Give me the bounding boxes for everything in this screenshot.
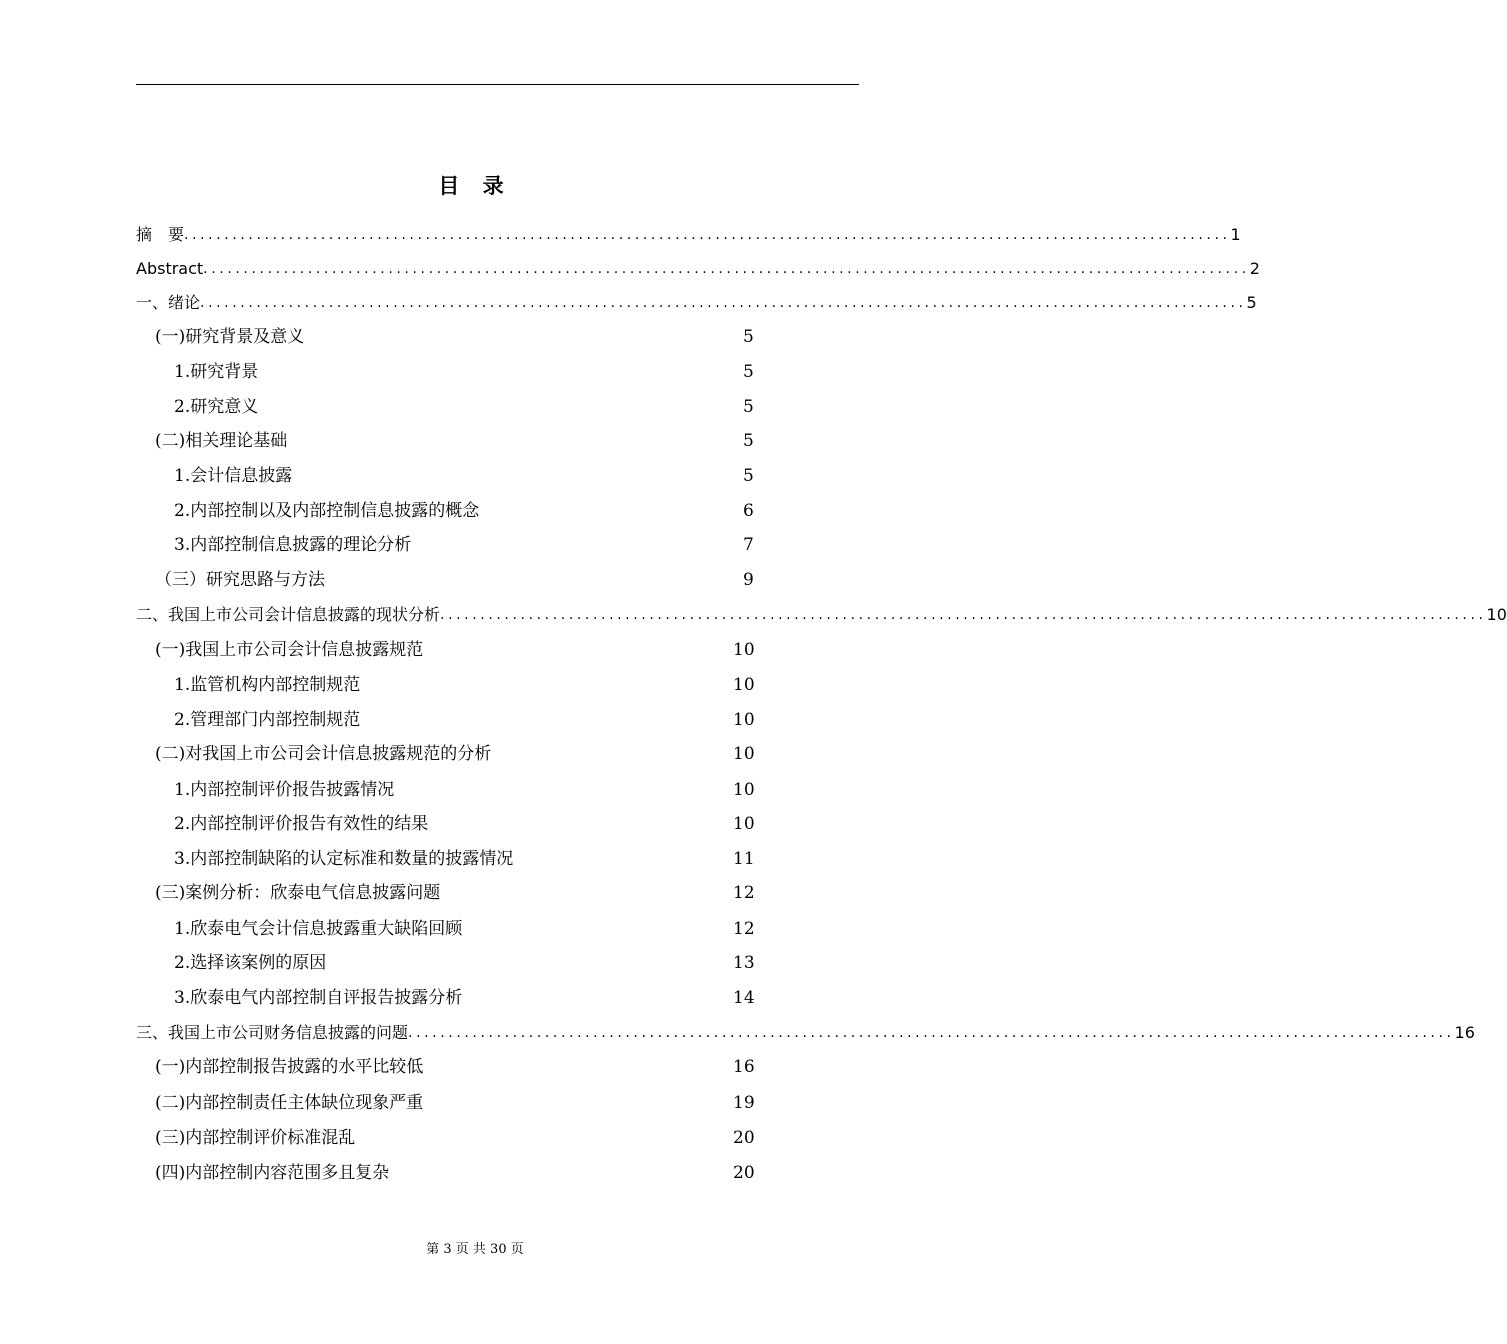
toc-entry-page: 6 xyxy=(743,501,754,521)
toc-entry-page: 10 xyxy=(1486,605,1507,624)
toc-entry-page: 19 xyxy=(733,1093,755,1113)
dot-leader: .................................................................................................................................. xyxy=(184,227,1231,243)
toc-entry-page: 10 xyxy=(733,744,755,764)
toc-entry-label: (一)研究背景及意义 xyxy=(155,327,305,347)
toc-entry-label: (一)我国上市公司会计信息披露规范 xyxy=(155,640,424,660)
toc-entry-label: Abstract xyxy=(136,259,204,278)
toc-entry-page: 2 xyxy=(1249,259,1260,278)
toc-entry-label: 2.研究意义 xyxy=(174,397,259,417)
toc-entry-page: 10 xyxy=(733,640,755,660)
toc-entry-label: 2.管理部门内部控制规范 xyxy=(174,710,361,730)
toc-entry-label: 3.欣泰电气内部控制自评报告披露分析 xyxy=(174,988,463,1008)
toc-entry-label: (三)案例分析：欣泰电气信息披露问题 xyxy=(155,883,441,903)
toc-entry-page: 16 xyxy=(733,1057,755,1077)
toc-entry-label: 2.内部控制以及内部控制信息披露的概念 xyxy=(174,501,480,521)
toc-entry-page: 5 xyxy=(743,397,754,417)
toc-entry-label: 1.内部控制评价报告披露情况 xyxy=(174,780,395,800)
toc-entry-page: 5 xyxy=(743,431,754,451)
toc-entry-label: 3.内部控制缺陷的认定标准和数量的披露情况 xyxy=(174,849,514,869)
toc-entry-label: (二)内部控制责任主体缺位现象严重 xyxy=(155,1093,424,1113)
toc-entry-label: 1.会计信息披露 xyxy=(174,466,293,486)
toc-entry-page: 11 xyxy=(733,849,755,869)
toc-entry-label: (一)内部控制报告披露的水平比较低 xyxy=(155,1057,424,1077)
toc-title: 目 录 xyxy=(438,174,512,198)
toc-entry-label: 1.监管机构内部控制规范 xyxy=(174,675,361,695)
toc-entry-label: (四)内部控制内容范围多且复杂 xyxy=(155,1163,390,1183)
dot-leader: .................................................................................................................................. xyxy=(203,261,1250,277)
toc-entry-page: 5 xyxy=(743,327,754,347)
toc-entry-label: 三、我国上市公司财务信息披露的问题 xyxy=(136,1023,409,1042)
toc-entry-label: 摘 要 xyxy=(136,225,185,244)
toc-entry-page: 16 xyxy=(1454,1023,1475,1042)
toc-entry-label: (三)内部控制评价标准混乱 xyxy=(155,1128,356,1148)
toc-entry-page: 9 xyxy=(743,570,754,590)
toc-entry-page: 5 xyxy=(1246,293,1257,312)
toc-entry-page: 12 xyxy=(733,919,755,939)
toc-entry-page: 12 xyxy=(733,883,755,903)
toc-entry-page: 13 xyxy=(733,953,755,973)
page-footer: 第 3 页 共 30 页 xyxy=(426,1242,524,1257)
toc-entry-label: 1.欣泰电气会计信息披露重大缺陷回顾 xyxy=(174,919,463,939)
dot-leader: .................................................................................................................................. xyxy=(200,295,1247,311)
toc-entry-page: 20 xyxy=(733,1128,755,1148)
toc-entry-page: 20 xyxy=(733,1163,755,1183)
dot-leader: .................................................................................................................................. xyxy=(408,1025,1455,1041)
toc-entry-page: 10 xyxy=(733,780,755,800)
toc-entry-page: 14 xyxy=(733,988,755,1008)
toc-entry-page: 5 xyxy=(743,362,754,382)
toc-entry-label: (二)对我国上市公司会计信息披露规范的分析 xyxy=(155,744,492,764)
toc-entry-label: 3.内部控制信息披露的理论分析 xyxy=(174,535,412,555)
toc-entry[interactable] xyxy=(136,288,1257,318)
toc-entry-label: 一、绪论 xyxy=(136,293,201,312)
toc-entry[interactable] xyxy=(136,254,1260,284)
toc-entry-label: 二、我国上市公司会计信息披露的现状分析 xyxy=(136,605,441,624)
toc-entry-page: 10 xyxy=(733,675,755,695)
toc-entry-page: 10 xyxy=(733,814,755,834)
toc-entry-label: （三）研究思路与方法 xyxy=(155,570,325,590)
toc-entry-label: (二)相关理论基础 xyxy=(155,431,288,451)
dot-leader: .................................................................................................................................. xyxy=(440,607,1487,623)
toc-entry[interactable] xyxy=(136,1018,1475,1048)
header-rule xyxy=(136,84,859,85)
toc-entry-page: 7 xyxy=(743,535,754,555)
toc-entry-page: 5 xyxy=(743,466,754,486)
toc-entry-label: 1.研究背景 xyxy=(174,362,259,382)
toc-entry[interactable] xyxy=(136,220,1241,250)
toc-entry[interactable] xyxy=(136,600,1507,630)
toc-entry-page: 10 xyxy=(733,710,755,730)
toc-entry-page: 1 xyxy=(1230,225,1241,244)
toc-entry-label: 2.内部控制评价报告有效性的结果 xyxy=(174,814,429,834)
toc-entry-label: 2.选择该案例的原因 xyxy=(174,953,327,973)
